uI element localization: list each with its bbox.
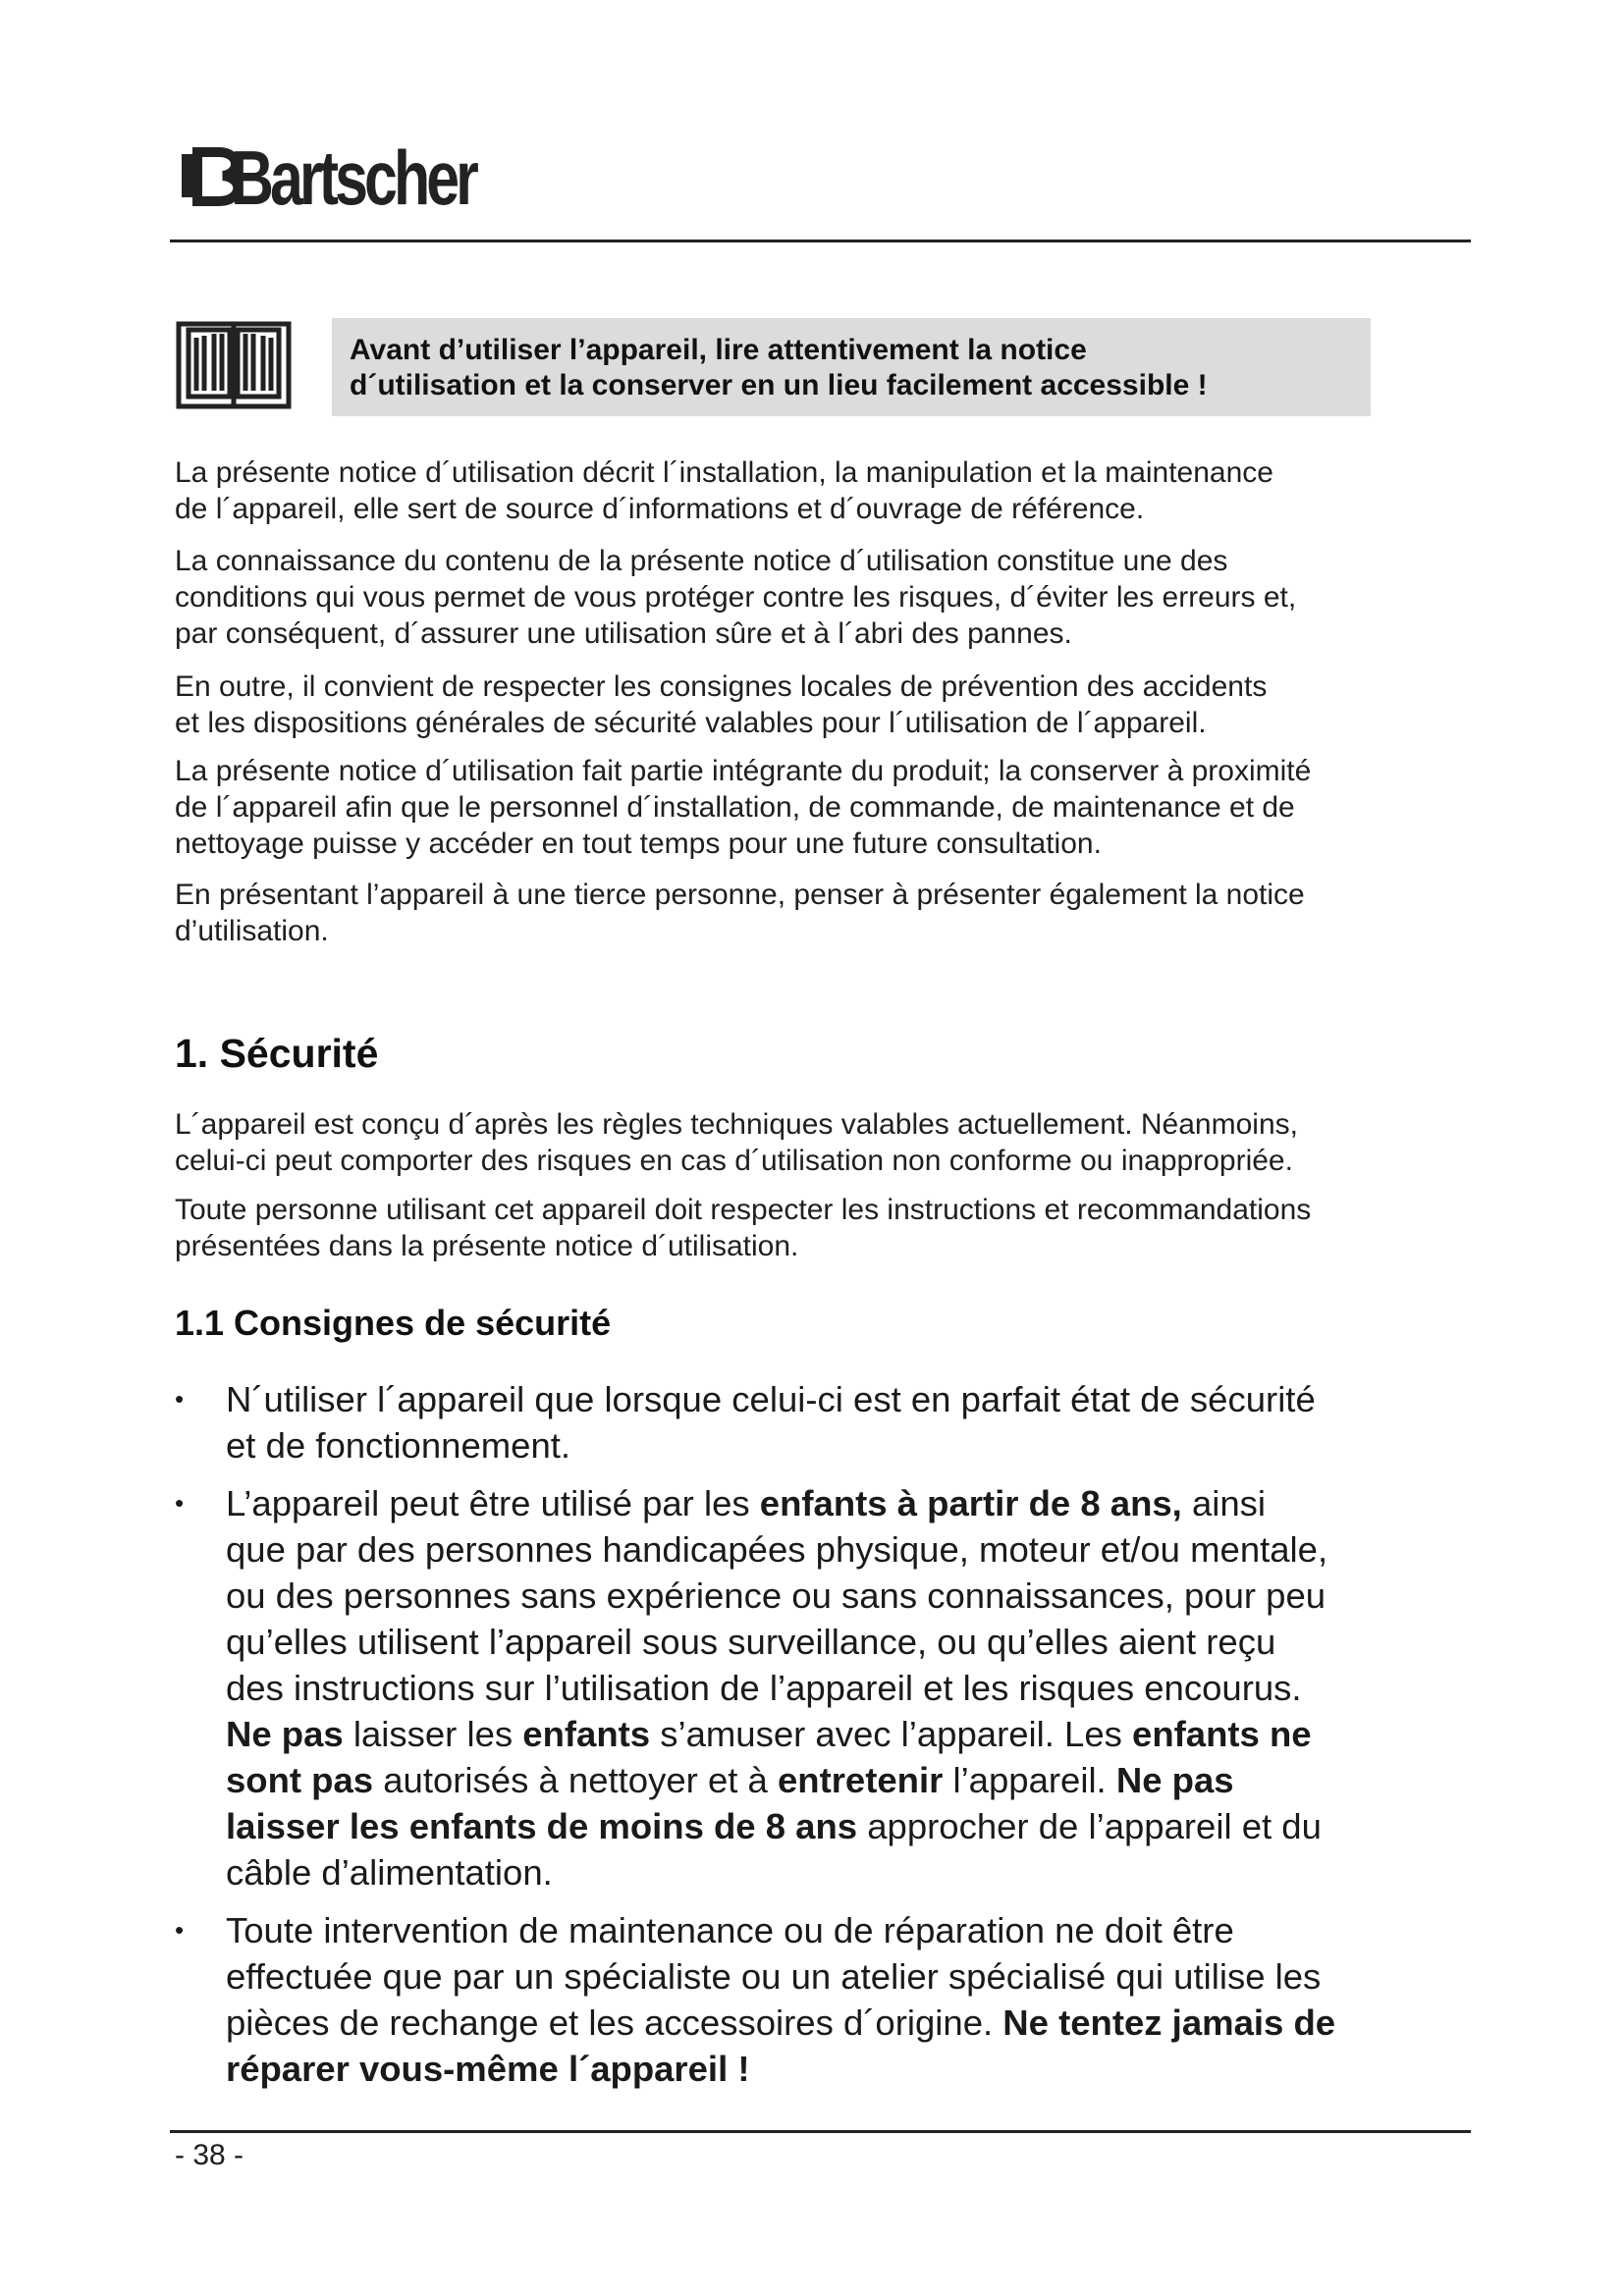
text-line: En outre, il convient de respecter les consignes locales de prévention des accidents [175,670,1268,703]
bold-text: enfants à partir de 8 ans, [759,1483,1182,1523]
bullet-icon: • [175,1488,185,1518]
text-run: s’amuser avec l’appareil. Les [650,1714,1133,1754]
bartscher-logo [180,133,484,231]
section-heading-securite: 1. Sécurité [175,1031,379,1076]
text-line [226,2000,1481,2046]
text-line: N´utiliser l´appareil que lorsque celui-ci est en parfait état de sécurité [226,1379,1316,1419]
text-line: de l´appareil afin que le personnel d´installation, de commande, de maintenance et de [175,791,1295,824]
bold-text: sont pas [226,1760,374,1800]
brand-name: Bartscher [231,134,475,221]
text-run: pièces de rechange et les accessoires d´origine. [226,2002,1003,2043]
footer-divider [170,2130,1471,2133]
bullet-icon: • [175,1384,185,1414]
intro-paragraph-4 [175,753,1481,862]
notice-line: d´utilisation et la conserver en un lieu facilement accessible ! [350,369,1208,401]
text-line [226,1711,1481,1757]
text-line: effectuée que par un spécialiste ou un atelier spécialisé qui utilise les [226,1956,1322,1997]
text-line: et de fonctionnement. [226,1425,571,1466]
text-line: par conséquent, d´assurer une utilisation sûre et à l´abri des pannes. [175,617,1072,650]
text-line: ou des personnes sans expérience ou sans connaissances, pour peu [226,1575,1326,1616]
text-line: que par des personnes handicapées physique, moteur et/ou mentale, [226,1529,1328,1570]
text-line: d’utilisation. [175,915,329,947]
list-item [175,1480,1481,1896]
intro-paragraph-3 [175,668,1481,741]
bold-text: réparer vous-même l´appareil ! [226,2049,750,2089]
text-line: de l´appareil, elle sert de source d´informations et d´ouvrage de référence. [175,493,1145,525]
bold-text: enfants ne [1132,1714,1312,1754]
text-run: autorisés à nettoyer et à [373,1760,778,1800]
text-line: câble d’alimentation. [226,1852,553,1893]
notice-text [350,333,1208,403]
section1-paragraph-2 [175,1192,1481,1264]
text-line: La présente notice d´utilisation décrit l´installation, la manipulation et la maintenance [175,456,1273,489]
text-line: L´appareil est conçu d´après les règles techniques valables actuellement. Néanmoins, [175,1108,1298,1141]
section1-paragraph-1 [175,1106,1481,1179]
text-run: ainsi [1181,1483,1267,1523]
text-line: présentées dans la présente notice d´utilisation. [175,1230,799,1262]
text-run: l’appareil. [943,1760,1116,1800]
bold-text: entretenir [777,1760,944,1800]
subsection-heading-consignes: 1.1 Consignes de sécurité [175,1303,612,1343]
text-line [226,1757,1481,1803]
bold-text: Ne pas [226,1714,344,1754]
text-line: celui-ci peut comporter des risques en cas d´utilisation non conforme ou inappropriée. [175,1145,1293,1177]
text-line: et les dispositions générales de sécurité valables pour l´utilisation de l´appareil. [175,707,1207,739]
text-line: Toute intervention de maintenance ou de réparation ne doit être [226,1910,1234,1950]
text-line [226,2046,1481,2092]
notice-box [332,318,1371,416]
safety-bullet-list [175,1376,1481,2104]
bold-text: laisser les enfants de moins de 8 ans [226,1806,858,1846]
intro-paragraph-2 [175,543,1481,652]
list-item [175,1376,1481,1468]
bold-text: Ne tentez jamais de [1002,2002,1336,2043]
text-run: approcher de l’appareil et du [857,1806,1322,1846]
page-number: - 38 - [175,2139,244,2171]
intro-paragraph-1 [175,454,1481,527]
bold-text: Ne pas [1115,1760,1234,1800]
header-divider [170,240,1471,242]
text-line: des instructions sur l’utilisation de l’appareil et les risques encourus. [226,1668,1302,1708]
list-item [175,1907,1481,2092]
bold-text: enfants [522,1714,651,1754]
text-line: La présente notice d´utilisation fait partie intégrante du produit; la conserver à proximité [175,755,1312,787]
text-line [226,1480,1481,1526]
text-line: conditions qui vous permet de vous protéger contre les risques, d´éviter les erreurs et, [175,581,1297,614]
text-run: L’appareil peut être utilisé par les [226,1483,760,1523]
text-line: Toute personne utilisant cet appareil doit respecter les instructions et recommandations [175,1194,1312,1226]
notice-line: Avant d’utiliser l’appareil, lire attentivement la notice [350,334,1087,366]
text-line: qu’elles utilisent l’appareil sous surveillance, ou qu’elles aient reçu [226,1622,1276,1662]
bullet-icon: • [175,1915,185,1945]
text-line: La connaissance du contenu de la présente notice d´utilisation constitue une des [175,545,1228,577]
text-run: laisser les [343,1714,523,1754]
text-line: En présentant l’appareil à une tierce personne, penser à présenter également la notice [175,879,1305,911]
manual-book-icon [175,316,293,410]
text-line [226,1803,1481,1849]
text-line: nettoyage puisse y accéder en tout temps pour une future consultation. [175,828,1102,860]
intro-paragraph-5 [175,877,1481,949]
